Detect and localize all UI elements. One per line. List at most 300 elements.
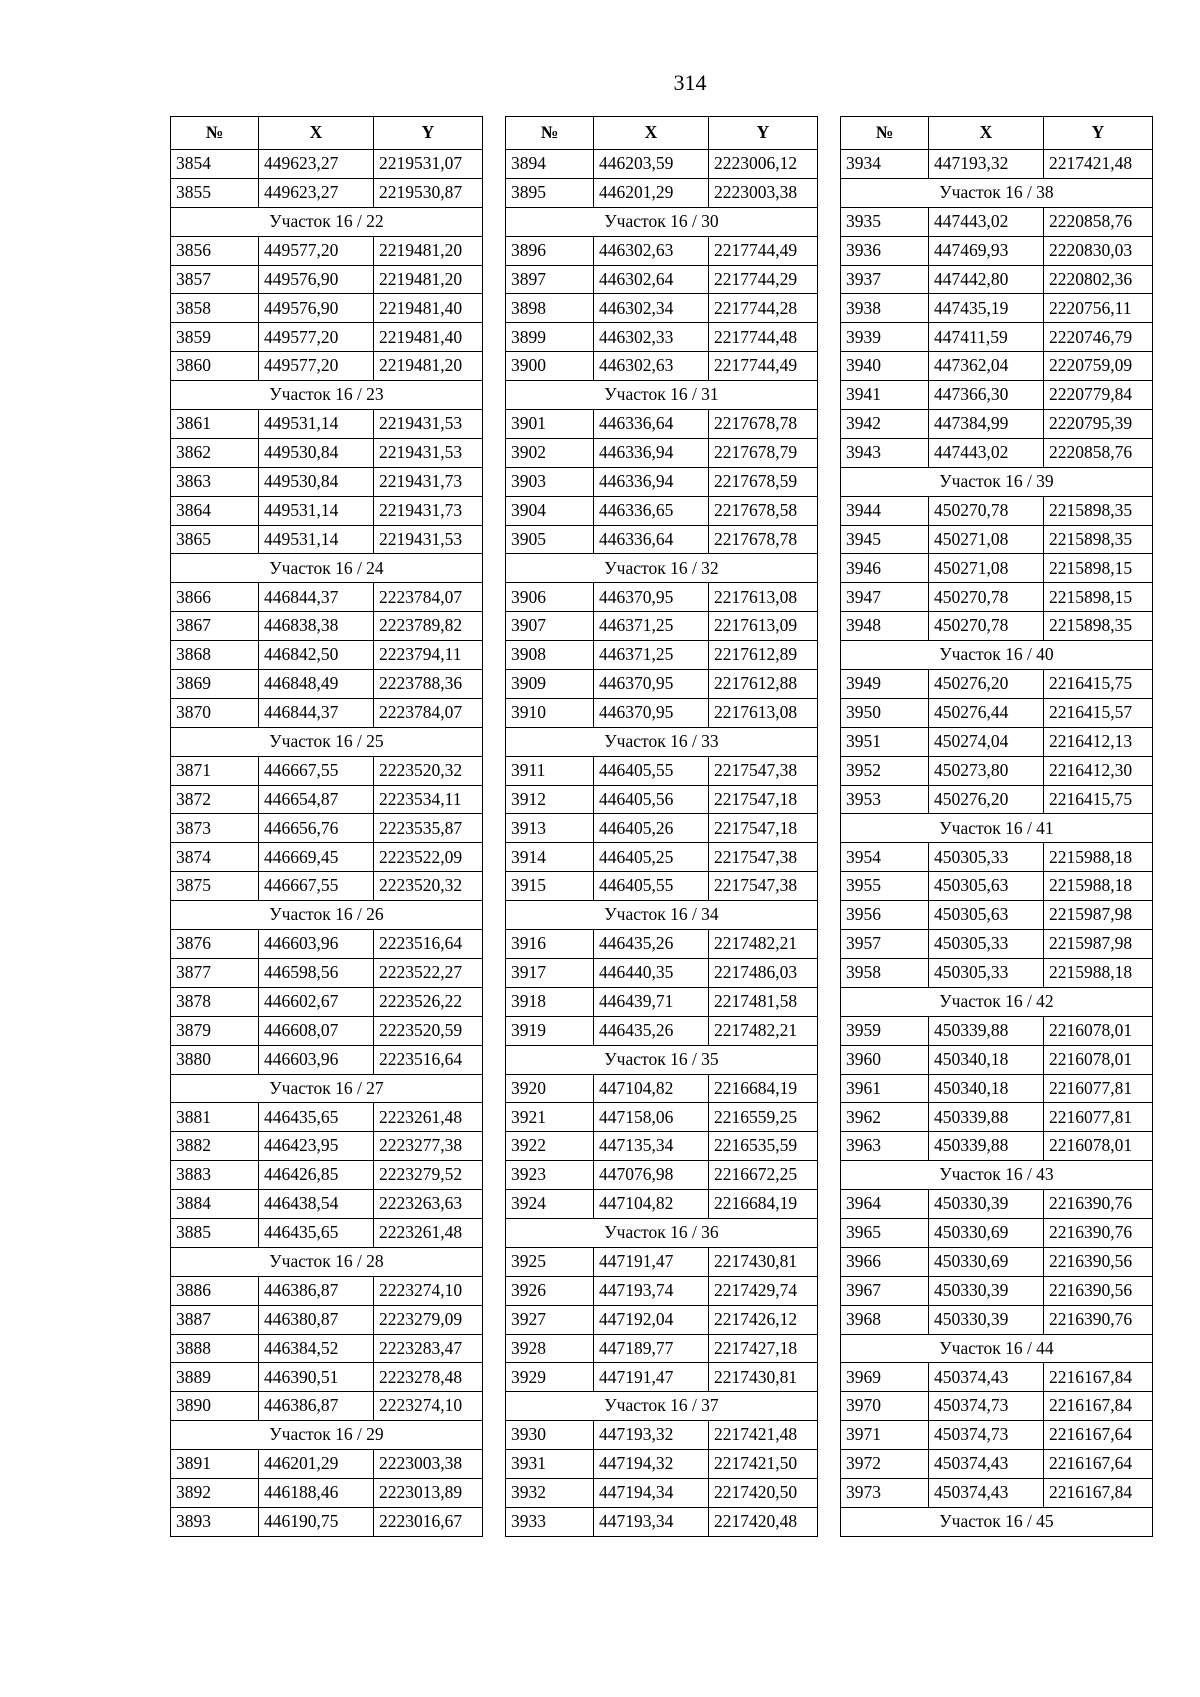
y-coordinate: 2223283,47 (374, 1334, 483, 1363)
y-coordinate: 2219431,73 (374, 496, 483, 525)
x-coordinate: 446336,64 (594, 525, 709, 554)
x-coordinate: 446602,67 (259, 987, 374, 1016)
table-row (506, 612, 818, 641)
x-coordinate: 446336,94 (594, 467, 709, 496)
section-row (506, 381, 818, 410)
section-title: Участок 16 / 42 (841, 987, 1153, 1016)
table-row (506, 583, 818, 612)
table-row (171, 785, 483, 814)
y-coordinate: 2223520,32 (374, 872, 483, 901)
section-row (171, 207, 483, 236)
point-number: 3917 (506, 958, 594, 987)
x-coordinate: 446654,87 (259, 785, 374, 814)
point-number: 3955 (841, 872, 929, 901)
point-number: 3874 (171, 843, 259, 872)
table-row (506, 843, 818, 872)
y-coordinate: 2223003,38 (709, 178, 818, 207)
x-coordinate: 446440,35 (594, 958, 709, 987)
y-coordinate: 2215898,35 (1044, 612, 1153, 641)
section-row (506, 207, 818, 236)
table-row (841, 698, 1153, 727)
point-number: 3904 (506, 496, 594, 525)
header-number: № (841, 117, 929, 150)
y-coordinate: 2223278,48 (374, 1363, 483, 1392)
point-number: 3855 (171, 178, 259, 207)
y-coordinate: 2220779,84 (1044, 381, 1153, 410)
point-number: 3959 (841, 1016, 929, 1045)
point-number: 3910 (506, 698, 594, 727)
y-coordinate: 2223794,11 (374, 641, 483, 670)
table-row (506, 1450, 818, 1479)
x-coordinate: 446423,95 (259, 1132, 374, 1161)
section-title: Участок 16 / 37 (506, 1392, 818, 1421)
x-coordinate: 447104,82 (594, 1074, 709, 1103)
x-coordinate: 446848,49 (259, 670, 374, 699)
table-row (841, 1450, 1153, 1479)
y-coordinate: 2217421,48 (1044, 150, 1153, 179)
point-number: 3856 (171, 236, 259, 265)
y-coordinate: 2216167,84 (1044, 1392, 1153, 1421)
y-coordinate: 2219431,53 (374, 410, 483, 439)
x-coordinate: 450305,33 (929, 958, 1044, 987)
point-number: 3870 (171, 698, 259, 727)
section-title: Участок 16 / 30 (506, 207, 818, 236)
table-row (171, 1016, 483, 1045)
section-row (171, 1247, 483, 1276)
x-coordinate: 447362,04 (929, 352, 1044, 381)
x-coordinate: 450340,18 (929, 1045, 1044, 1074)
table-row (841, 1478, 1153, 1507)
point-number: 3957 (841, 930, 929, 959)
section-title: Участок 16 / 44 (841, 1334, 1153, 1363)
table-row (841, 352, 1153, 381)
x-coordinate: 449623,27 (259, 150, 374, 179)
point-number: 3860 (171, 352, 259, 381)
x-coordinate: 446435,65 (259, 1218, 374, 1247)
point-number: 3945 (841, 525, 929, 554)
y-coordinate: 2216559,25 (709, 1103, 818, 1132)
y-coordinate: 2217678,79 (709, 438, 818, 467)
y-coordinate: 2217613,09 (709, 612, 818, 641)
point-number: 3909 (506, 670, 594, 699)
section-title: Участок 16 / 32 (506, 554, 818, 583)
point-number: 3885 (171, 1218, 259, 1247)
x-coordinate: 450305,63 (929, 872, 1044, 901)
x-coordinate: 450374,73 (929, 1421, 1044, 1450)
x-coordinate: 450276,20 (929, 670, 1044, 699)
x-coordinate: 450330,69 (929, 1218, 1044, 1247)
y-coordinate: 2217678,78 (709, 410, 818, 439)
point-number: 3895 (506, 178, 594, 207)
y-coordinate: 2217482,21 (709, 1016, 818, 1045)
x-coordinate: 446844,37 (259, 698, 374, 727)
section-row (506, 727, 818, 756)
table-row (171, 612, 483, 641)
x-coordinate: 447469,93 (929, 236, 1044, 265)
x-coordinate: 446302,63 (594, 236, 709, 265)
table-row (171, 1190, 483, 1219)
x-coordinate: 446842,50 (259, 641, 374, 670)
table-row (841, 1305, 1153, 1334)
point-number: 3911 (506, 756, 594, 785)
table-header-row (171, 117, 483, 150)
y-coordinate: 2216390,76 (1044, 1218, 1153, 1247)
x-coordinate: 446386,87 (259, 1392, 374, 1421)
section-title: Участок 16 / 26 (171, 901, 483, 930)
table-row (171, 236, 483, 265)
point-number: 3903 (506, 467, 594, 496)
point-number: 3908 (506, 641, 594, 670)
table-row (506, 1421, 818, 1450)
x-coordinate: 450276,44 (929, 698, 1044, 727)
y-coordinate: 2223263,63 (374, 1190, 483, 1219)
header-number: № (171, 117, 259, 150)
x-coordinate: 446188,46 (259, 1478, 374, 1507)
point-number: 3928 (506, 1334, 594, 1363)
y-coordinate: 2223522,27 (374, 958, 483, 987)
y-coordinate: 2215898,15 (1044, 554, 1153, 583)
table-row (171, 756, 483, 785)
table-row (171, 1450, 483, 1479)
x-coordinate: 446370,95 (594, 583, 709, 612)
table-row (171, 1103, 483, 1132)
table-row (841, 1016, 1153, 1045)
y-coordinate: 2219531,07 (374, 150, 483, 179)
point-number: 3888 (171, 1334, 259, 1363)
y-coordinate: 2223535,87 (374, 814, 483, 843)
table-row (841, 1247, 1153, 1276)
y-coordinate: 2217744,28 (709, 294, 818, 323)
section-row (171, 381, 483, 410)
table-row (841, 612, 1153, 641)
point-number: 3971 (841, 1421, 929, 1450)
x-coordinate: 447191,47 (594, 1247, 709, 1276)
y-coordinate: 2217744,49 (709, 236, 818, 265)
section-title: Участок 16 / 31 (506, 381, 818, 410)
point-number: 3934 (841, 150, 929, 179)
table-row (506, 1276, 818, 1305)
table-row (506, 872, 818, 901)
table-row (506, 1305, 818, 1334)
x-coordinate: 446439,71 (594, 987, 709, 1016)
y-coordinate: 2223261,48 (374, 1218, 483, 1247)
y-coordinate: 2220795,39 (1044, 410, 1153, 439)
point-number: 3942 (841, 410, 929, 439)
x-coordinate: 450273,80 (929, 756, 1044, 785)
y-coordinate: 2215898,35 (1044, 525, 1153, 554)
point-number: 3963 (841, 1132, 929, 1161)
section-title: Участок 16 / 41 (841, 814, 1153, 843)
table-row (171, 670, 483, 699)
header-y: Y (1044, 117, 1153, 150)
point-number: 3900 (506, 352, 594, 381)
point-number: 3948 (841, 612, 929, 641)
table-row (506, 785, 818, 814)
x-coordinate: 446844,37 (259, 583, 374, 612)
section-title: Участок 16 / 34 (506, 901, 818, 930)
point-number: 3897 (506, 265, 594, 294)
point-number: 3912 (506, 785, 594, 814)
y-coordinate: 2216684,19 (709, 1074, 818, 1103)
section-row (171, 1421, 483, 1450)
y-coordinate: 2223277,38 (374, 1132, 483, 1161)
y-coordinate: 2223279,09 (374, 1305, 483, 1334)
table-row (506, 265, 818, 294)
x-coordinate: 449576,90 (259, 294, 374, 323)
x-coordinate: 450340,18 (929, 1074, 1044, 1103)
point-number: 3873 (171, 814, 259, 843)
y-coordinate: 2215988,18 (1044, 843, 1153, 872)
x-coordinate: 446302,63 (594, 352, 709, 381)
point-number: 3902 (506, 438, 594, 467)
y-coordinate: 2216167,64 (1044, 1421, 1153, 1450)
y-coordinate: 2217678,59 (709, 467, 818, 496)
coordinate-table-right (840, 116, 1153, 1537)
point-number: 3923 (506, 1161, 594, 1190)
y-coordinate: 2215988,18 (1044, 958, 1153, 987)
table-row (171, 1507, 483, 1536)
point-number: 3886 (171, 1276, 259, 1305)
point-number: 3954 (841, 843, 929, 872)
section-row (506, 1218, 818, 1247)
x-coordinate: 447135,34 (594, 1132, 709, 1161)
table-row (171, 1334, 483, 1363)
table-row (171, 410, 483, 439)
y-coordinate: 2219481,20 (374, 265, 483, 294)
page-number: 314 (673, 70, 707, 95)
point-number: 3970 (841, 1392, 929, 1421)
y-coordinate: 2219481,40 (374, 294, 483, 323)
coordinate-table-middle (505, 116, 818, 1537)
y-coordinate: 2216390,76 (1044, 1190, 1153, 1219)
y-coordinate: 2217547,18 (709, 785, 818, 814)
table-row (841, 554, 1153, 583)
x-coordinate: 450274,04 (929, 727, 1044, 756)
y-coordinate: 2217547,18 (709, 814, 818, 843)
header-x: X (594, 117, 709, 150)
point-number: 3901 (506, 410, 594, 439)
y-coordinate: 2216415,75 (1044, 785, 1153, 814)
table-row (841, 1421, 1153, 1450)
table-row (171, 1363, 483, 1392)
table-row (171, 814, 483, 843)
table-row (506, 958, 818, 987)
header-y: Y (374, 117, 483, 150)
y-coordinate: 2216167,84 (1044, 1363, 1153, 1392)
x-coordinate: 447443,02 (929, 438, 1044, 467)
table-row (841, 410, 1153, 439)
y-coordinate: 2217420,48 (709, 1507, 818, 1536)
x-coordinate: 450374,43 (929, 1450, 1044, 1479)
y-coordinate: 2216078,01 (1044, 1045, 1153, 1074)
table-row (506, 670, 818, 699)
section-row (841, 641, 1153, 670)
y-coordinate: 2217482,21 (709, 930, 818, 959)
table-row (841, 958, 1153, 987)
table-row (841, 1363, 1153, 1392)
point-number: 3889 (171, 1363, 259, 1392)
y-coordinate: 2223534,11 (374, 785, 483, 814)
table-row (506, 323, 818, 352)
section-row (841, 1507, 1153, 1536)
y-coordinate: 2217421,50 (709, 1450, 818, 1479)
y-coordinate: 2217744,49 (709, 352, 818, 381)
table-row (506, 1478, 818, 1507)
table-row (171, 323, 483, 352)
x-coordinate: 446405,26 (594, 814, 709, 843)
table-row (506, 236, 818, 265)
point-number: 3964 (841, 1190, 929, 1219)
y-coordinate: 2216684,19 (709, 1190, 818, 1219)
point-number: 3876 (171, 930, 259, 959)
point-number: 3939 (841, 323, 929, 352)
y-coordinate: 2217486,03 (709, 958, 818, 987)
table-row (171, 438, 483, 467)
x-coordinate: 446380,87 (259, 1305, 374, 1334)
x-coordinate: 446384,52 (259, 1334, 374, 1363)
table-row (506, 987, 818, 1016)
table-row (171, 843, 483, 872)
table-row (171, 1161, 483, 1190)
x-coordinate: 450330,69 (929, 1247, 1044, 1276)
point-number: 3867 (171, 612, 259, 641)
section-row (841, 178, 1153, 207)
section-title: Участок 16 / 23 (171, 381, 483, 410)
y-coordinate: 2217426,12 (709, 1305, 818, 1334)
x-coordinate: 447193,32 (929, 150, 1044, 179)
x-coordinate: 446371,25 (594, 612, 709, 641)
table-row (841, 756, 1153, 785)
table-row (171, 1218, 483, 1247)
y-coordinate: 2220858,76 (1044, 438, 1153, 467)
x-coordinate: 446598,56 (259, 958, 374, 987)
point-number: 3965 (841, 1218, 929, 1247)
x-coordinate: 447104,82 (594, 1190, 709, 1219)
point-number: 3960 (841, 1045, 929, 1074)
table-row (841, 785, 1153, 814)
x-coordinate: 446435,26 (594, 930, 709, 959)
table-row (171, 641, 483, 670)
point-number: 3950 (841, 698, 929, 727)
section-title: Участок 16 / 24 (171, 554, 483, 583)
section-row (841, 467, 1153, 496)
table-row (506, 1334, 818, 1363)
x-coordinate: 450270,78 (929, 612, 1044, 641)
table-row (841, 1218, 1153, 1247)
table-row (506, 1363, 818, 1392)
y-coordinate: 2223279,52 (374, 1161, 483, 1190)
table-row (171, 496, 483, 525)
x-coordinate: 447193,74 (594, 1276, 709, 1305)
table-row (171, 1478, 483, 1507)
x-coordinate: 446603,96 (259, 930, 374, 959)
point-number: 3892 (171, 1478, 259, 1507)
section-row (841, 814, 1153, 843)
x-coordinate: 450271,08 (929, 525, 1044, 554)
y-coordinate: 2223261,48 (374, 1103, 483, 1132)
table-row (506, 1016, 818, 1045)
table-row (171, 698, 483, 727)
point-number: 3931 (506, 1450, 594, 1479)
table-row (841, 1190, 1153, 1219)
point-number: 3859 (171, 323, 259, 352)
table-row (841, 207, 1153, 236)
x-coordinate: 446405,25 (594, 843, 709, 872)
point-number: 3936 (841, 236, 929, 265)
x-coordinate: 446336,94 (594, 438, 709, 467)
y-coordinate: 2216415,75 (1044, 670, 1153, 699)
y-coordinate: 2215987,98 (1044, 901, 1153, 930)
table-row (506, 496, 818, 525)
table-row (841, 150, 1153, 179)
y-coordinate: 2220759,09 (1044, 352, 1153, 381)
point-number: 3894 (506, 150, 594, 179)
y-coordinate: 2217420,50 (709, 1478, 818, 1507)
y-coordinate: 2217678,78 (709, 525, 818, 554)
table-row (841, 670, 1153, 699)
y-coordinate: 2215898,15 (1044, 583, 1153, 612)
point-number: 3884 (171, 1190, 259, 1219)
y-coordinate: 2217421,48 (709, 1421, 818, 1450)
point-number: 3926 (506, 1276, 594, 1305)
point-number: 3862 (171, 438, 259, 467)
point-number: 3958 (841, 958, 929, 987)
y-coordinate: 2216415,57 (1044, 698, 1153, 727)
x-coordinate: 446405,56 (594, 785, 709, 814)
x-coordinate: 446370,95 (594, 670, 709, 699)
x-coordinate: 450374,73 (929, 1392, 1044, 1421)
table-row (506, 438, 818, 467)
point-number: 3951 (841, 727, 929, 756)
table-row (171, 467, 483, 496)
point-number: 3922 (506, 1132, 594, 1161)
y-coordinate: 2217613,08 (709, 583, 818, 612)
point-number: 3871 (171, 756, 259, 785)
table-row (841, 323, 1153, 352)
x-coordinate: 446201,29 (259, 1450, 374, 1479)
x-coordinate: 446336,64 (594, 410, 709, 439)
point-number: 3893 (171, 1507, 259, 1536)
point-number: 3947 (841, 583, 929, 612)
section-title: Участок 16 / 40 (841, 641, 1153, 670)
table-row (841, 381, 1153, 410)
x-coordinate: 446656,76 (259, 814, 374, 843)
x-coordinate: 449576,90 (259, 265, 374, 294)
y-coordinate: 2216077,81 (1044, 1103, 1153, 1132)
header-number: № (506, 117, 594, 150)
x-coordinate: 446438,54 (259, 1190, 374, 1219)
x-coordinate: 450305,33 (929, 930, 1044, 959)
point-number: 3920 (506, 1074, 594, 1103)
x-coordinate: 446838,38 (259, 612, 374, 641)
section-title: Участок 16 / 43 (841, 1161, 1153, 1190)
table-row (171, 1045, 483, 1074)
table-row (171, 872, 483, 901)
point-number: 3930 (506, 1421, 594, 1450)
x-coordinate: 447435,19 (929, 294, 1044, 323)
x-coordinate: 450339,88 (929, 1132, 1044, 1161)
table-row (171, 265, 483, 294)
point-number: 3877 (171, 958, 259, 987)
x-coordinate: 446603,96 (259, 1045, 374, 1074)
point-number: 3872 (171, 785, 259, 814)
y-coordinate: 2217429,74 (709, 1276, 818, 1305)
y-coordinate: 2216390,56 (1044, 1276, 1153, 1305)
x-coordinate: 447442,80 (929, 265, 1044, 294)
x-coordinate: 449530,84 (259, 467, 374, 496)
y-coordinate: 2216412,13 (1044, 727, 1153, 756)
point-number: 3854 (171, 150, 259, 179)
